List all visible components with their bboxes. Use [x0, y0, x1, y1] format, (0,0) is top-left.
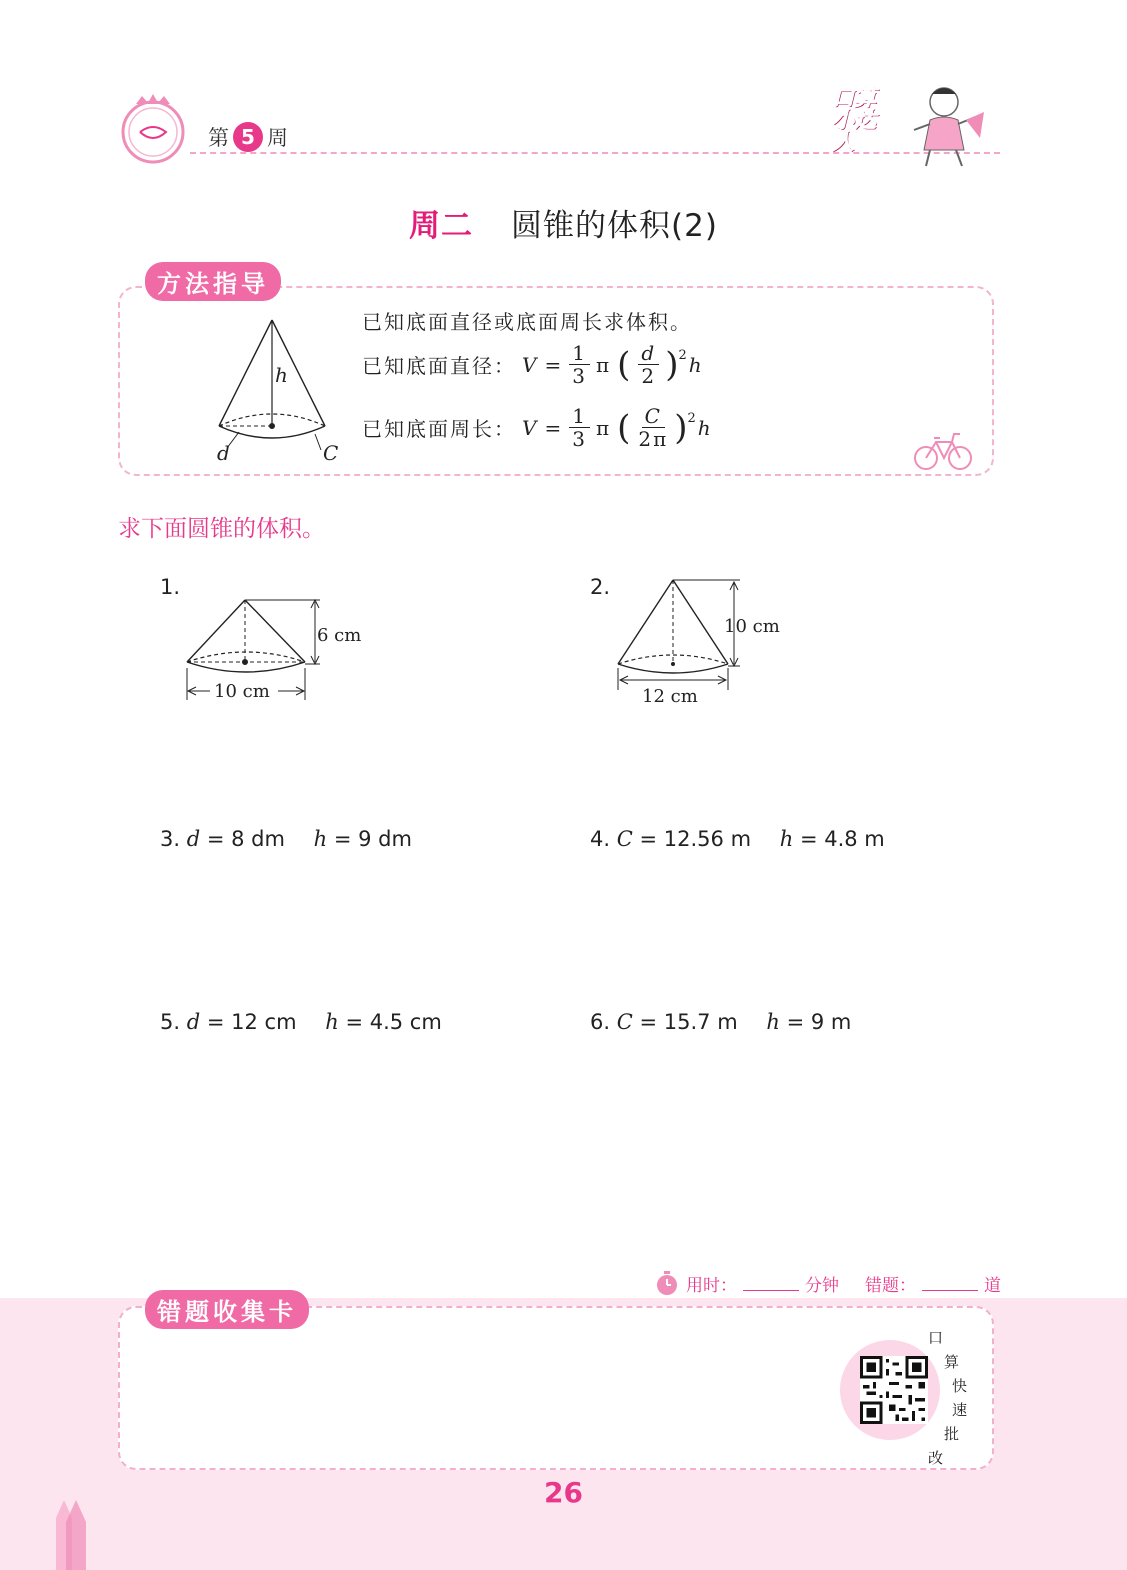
problem-6-var1: C [616, 1010, 633, 1034]
instruction-text: 求下面圆锥的体积。 [118, 516, 325, 542]
mascot-icon [900, 80, 996, 170]
problem-3-label: 3. [160, 827, 181, 851]
problem-4-var1: C [616, 827, 633, 851]
qr-char: 改 [928, 1449, 944, 1467]
problem-3-var2: h [313, 827, 328, 851]
one-third-fraction: $\frac{1}{3}$ [569, 342, 590, 387]
problem-3-val2: = 9 dm [333, 827, 412, 851]
brand-logo [832, 88, 896, 154]
problem-1-diameter: 10 cm [214, 681, 270, 702]
week-suffix: 周 [267, 126, 288, 150]
method-intro: 已知底面直径或底面周长求体积。 [362, 310, 692, 334]
errors-unit: 道 [984, 1275, 1001, 1296]
problem-1-label: 1. [160, 575, 181, 599]
problem-6-var2: h [766, 1010, 780, 1034]
stopwatch-icon [654, 1270, 680, 1296]
problem-1-cone-diagram [180, 592, 380, 712]
problem-5-var1: d [186, 1010, 201, 1034]
qr-char: 快 [952, 1377, 968, 1395]
problem-4-val1: = 12.56 m [639, 827, 752, 851]
formula-pi: π [595, 415, 612, 440]
time-unit: 分钟 [805, 1275, 839, 1296]
formula1-label: 已知底面直径： [362, 354, 516, 378]
problem-5-val1: = 12 cm [206, 1010, 297, 1034]
method-cone-diagram [205, 310, 355, 470]
qr-caption [928, 1326, 968, 1470]
timer-line [654, 1270, 1001, 1296]
problem-5-label: 5. [160, 1010, 181, 1034]
problem-4-label: 4. [590, 827, 611, 851]
title-day: 周二 [409, 208, 474, 244]
problem-2-cone-diagram [610, 572, 810, 712]
qr-char: 口 [928, 1329, 944, 1347]
arrows-icon [50, 1498, 90, 1570]
method-guide-tag: 方法指导 [145, 262, 281, 301]
errors-blank[interactable] [922, 1276, 978, 1291]
problem-5 [160, 1010, 442, 1034]
problem-1-height: 6 cm [317, 625, 362, 646]
time-label: 用时： [686, 1275, 737, 1296]
qr-char: 批 [944, 1425, 960, 1443]
d-over-2-fraction: $\frac{d}{2}$ [638, 342, 659, 387]
problem-6-val2: = 9 m [786, 1010, 852, 1034]
week-number-badge: 5 [233, 122, 263, 152]
problem-3 [160, 827, 412, 851]
qr-code-icon[interactable] [860, 1356, 928, 1424]
time-blank[interactable] [743, 1276, 799, 1291]
formula-circumference: 已知底面周长： V = $\frac{1}{3}$ π ( $\frac{C}{2\pi}$ ) 2 h [362, 404, 713, 451]
brand-line1: 口算 [832, 86, 877, 111]
brand-line2: 小达人 [832, 108, 877, 155]
problem-4-val2: = 4.8 m [799, 827, 885, 851]
problem-3-val1: = 8 dm [206, 827, 285, 851]
formula-h: h [697, 415, 713, 440]
problem-6 [590, 1010, 851, 1034]
problem-2-height: 10 cm [724, 616, 780, 637]
qr-char: 速 [952, 1401, 968, 1419]
page-number: 26 [544, 1476, 583, 1509]
week-prefix: 第 [208, 126, 229, 150]
seal-logo-icon [118, 92, 188, 166]
cone-d-label: d [217, 441, 230, 465]
problem-4-var2: h [779, 827, 794, 851]
problem-5-val2: = 4.5 cm [345, 1010, 442, 1034]
formula-h: h [688, 352, 704, 377]
formula-exponent: 2 [687, 411, 698, 426]
title-topic: 圆锥的体积(2) [511, 208, 718, 244]
problem-3-var1: d [186, 827, 201, 851]
one-third-fraction: $\frac{1}{3}$ [569, 405, 590, 450]
formula-eq: = [544, 415, 564, 440]
page-title [0, 200, 1127, 245]
cone-c-label: C [323, 441, 339, 465]
bicycle-icon [912, 430, 974, 472]
qr-char: 算 [944, 1353, 960, 1371]
formula-v: V [522, 415, 539, 440]
problem-2-diameter: 12 cm [642, 686, 698, 707]
error-card-tag: 错题收集卡 [145, 1290, 309, 1329]
cone-h-label: h [275, 363, 288, 387]
problem-6-label: 6. [590, 1010, 611, 1034]
week-label [208, 122, 288, 152]
problem-4 [590, 827, 885, 851]
errors-label: 错题： [865, 1275, 916, 1296]
c-over-2pi-fraction: $\frac{C}{2\pi}$ [638, 404, 669, 451]
formula-diameter: 已知底面直径： V = $\frac{1}{3}$ π ( $\frac{d}{2}$ ) 2 h [362, 341, 704, 388]
problem-2-label: 2. [590, 575, 611, 599]
problem-6-val1: = 15.7 m [639, 1010, 738, 1034]
formula2-label: 已知底面周长： [362, 417, 516, 441]
problem-5-var2: h [325, 1010, 339, 1034]
formula-exponent: 2 [678, 348, 689, 363]
formula-pi: π [595, 352, 612, 377]
formula-eq: = [544, 352, 564, 377]
formula-v: V [522, 352, 539, 377]
